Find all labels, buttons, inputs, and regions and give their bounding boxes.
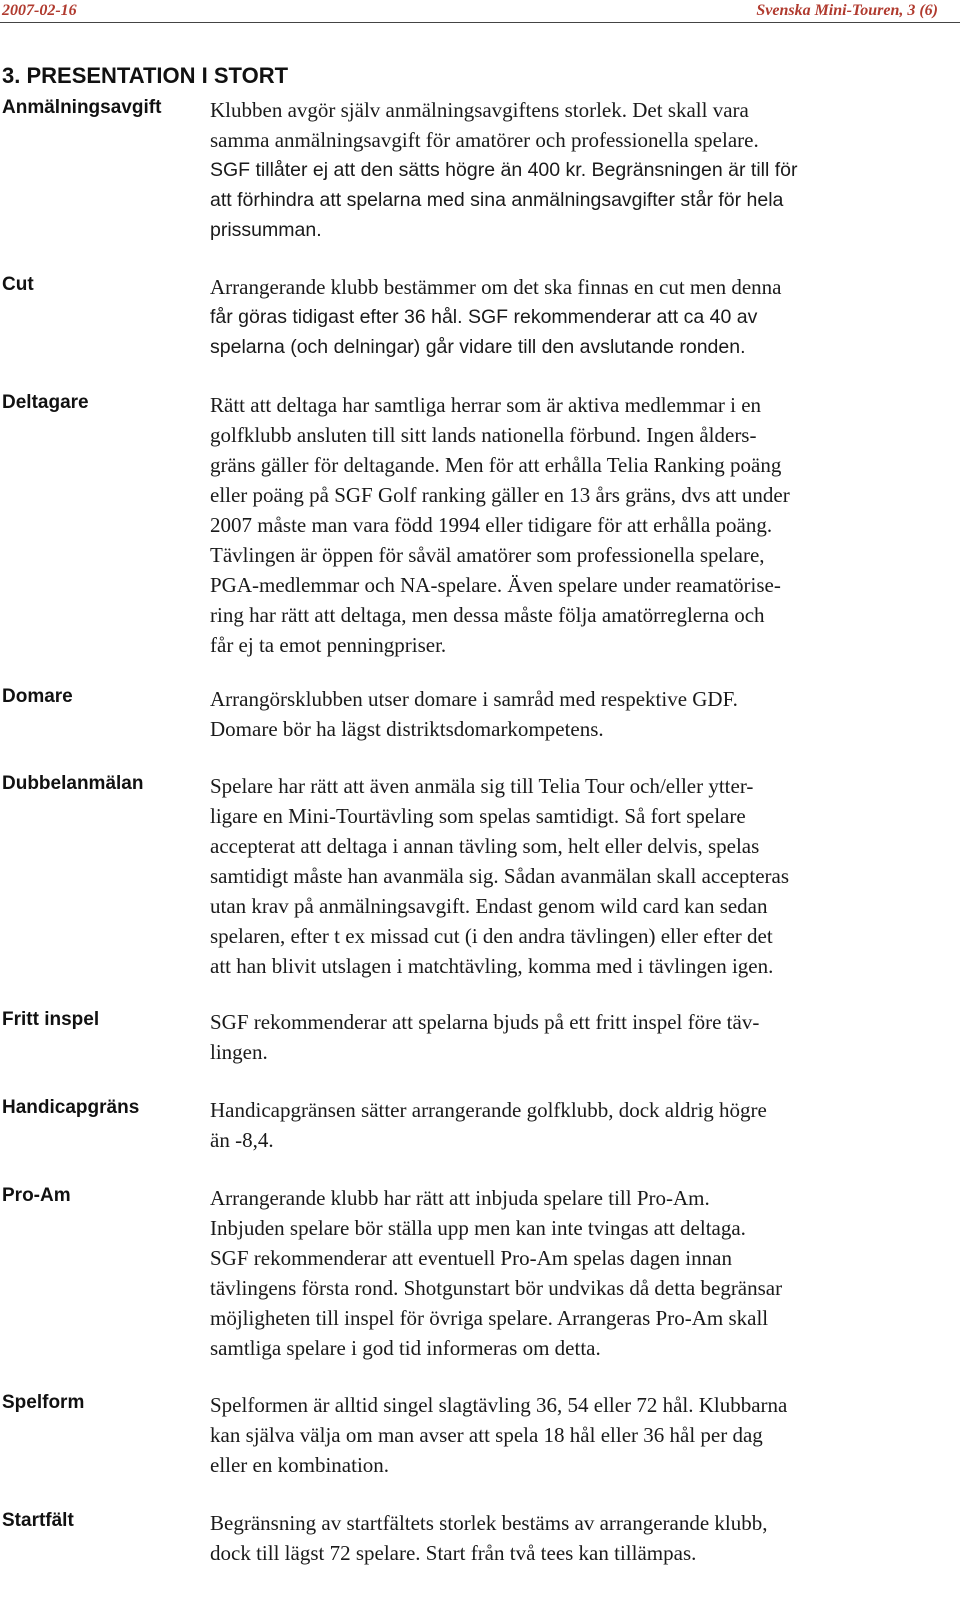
- body-text-line: Handicapgränsen sätter arrangerande golfklubb, dock aldrig högre: [210, 1098, 767, 1122]
- section-body: [210, 1508, 950, 1568]
- section-label: Cut: [2, 274, 34, 295]
- body-text-line: Spelare har rätt att även anmäla sig till Telia Tour och/eller ytter-: [210, 774, 754, 798]
- body-text-line: Spelformen är alltid singel slagtävling 36, 54 eller 72 hål. Klubbarna: [210, 1393, 788, 1417]
- body-text-line: Domare bör ha lägst distriktsdomarkompetens.: [210, 717, 604, 741]
- body-text-line: att han blivit utslagen i matchtävling, komma med i tävlingen igen.: [210, 954, 774, 978]
- body-text-line: ring har rätt att deltaga, men dessa måste följa amatörreglerna och: [210, 603, 765, 627]
- body-text-line: spelarna (och delningar) går vidare till den avslutande ronden.: [210, 336, 746, 358]
- section-label: Domare: [2, 686, 73, 707]
- body-text-line: möjligheten till inspel för övriga spelare. Arrangeras Pro-Am skall: [210, 1306, 769, 1330]
- body-text-line: samma anmälningsavgift för amatörer och professionella spelare.: [210, 128, 759, 152]
- body-text-line: Arrangörsklubben utser domare i samråd med respektive GDF.: [210, 687, 738, 711]
- section-label: Anmälningsavgift: [2, 97, 162, 118]
- section-label: Handicapgräns: [2, 1097, 140, 1118]
- body-text-line: Klubben avgör själv anmälningsavgiftens storlek. Det skall vara: [210, 98, 749, 122]
- header-document-reference: Svenska Mini-Touren, 3 (6): [756, 2, 938, 19]
- body-text-line: får ej ta emot penningpriser.: [210, 633, 447, 657]
- body-text-line: eller en kombination.: [210, 1453, 390, 1477]
- body-text-line: än -8,4.: [210, 1128, 274, 1152]
- body-text-line: SGF rekommenderar att spelarna bjuds på ett fritt inspel före täv-: [210, 1010, 760, 1034]
- body-text-line: samtliga spelare i god tid informeras om detta.: [210, 1336, 601, 1360]
- section-body: [210, 1007, 950, 1067]
- header-divider: [0, 22, 960, 23]
- body-text-line: Arrangerande klubb bestämmer om det ska finnas en cut men denna: [210, 275, 782, 299]
- section-label: Startfält: [2, 1510, 74, 1531]
- body-text-line: ligare en Mini-Tourtävling som spelas samtidigt. Så fort spelare: [210, 804, 746, 828]
- body-text-line: spelaren, efter t ex missad cut (i den andra tävlingen) eller efter det: [210, 924, 773, 948]
- section-body: [210, 1095, 950, 1155]
- section-body: [210, 95, 950, 245]
- section-body: [210, 390, 950, 660]
- section-label: Fritt inspel: [2, 1009, 100, 1030]
- body-text-line: dock till lägst 72 spelare. Start från två tees kan tillämpas.: [210, 1541, 697, 1565]
- body-text-line: samtidigt måste han avanmäla sig. Sådan avanmälan skall accepteras: [210, 864, 790, 888]
- body-text-line: Begränsning av startfältets storlek bestäms av arrangerande klubb,: [210, 1511, 768, 1535]
- body-text-line: gräns gäller för deltagande. Men för att erhålla Telia Ranking poäng: [210, 453, 782, 477]
- body-text-line: golfklubb ansluten till sitt lands nationella förbund. Ingen ålders-: [210, 423, 757, 447]
- body-text-line: Inbjuden spelare bör ställa upp men kan inte tvingas att deltaga.: [210, 1216, 746, 1240]
- section-label: Spelform: [2, 1392, 85, 1413]
- body-text-line: accepterat att deltaga i annan tävling som, helt eller delvis, spelas: [210, 834, 760, 858]
- body-text-line: tävlingens första rond. Shotgunstart bör undvikas då detta begränsar: [210, 1276, 783, 1300]
- section-body: [210, 684, 950, 744]
- body-text-line: Rätt att deltaga har samtliga herrar som är aktiva medlemmar i en: [210, 393, 762, 417]
- body-text-line: prissumman.: [210, 219, 322, 241]
- body-text-line: SGF rekommenderar att eventuell Pro-Am spelas dagen innan: [210, 1246, 732, 1270]
- body-text-line: PGA-medlemmar och NA-spelare. Även spelare under reamatörise-: [210, 573, 781, 597]
- section-label: Dubbelanmälan: [2, 773, 144, 794]
- body-text-line: utan krav på anmälningsavgift. Endast genom wild card kan sedan: [210, 894, 768, 918]
- section-title: 3. PRESENTATION I STORT: [2, 63, 289, 88]
- section-body: [210, 1390, 950, 1480]
- body-text-line: lingen.: [210, 1040, 268, 1064]
- page-header: [0, 0, 960, 22]
- body-text-line: SGF tillåter ej att den sätts högre än 400 kr. Begränsningen är till för: [210, 159, 798, 181]
- body-text-line: kan själva välja om man avser att spela 18 hål eller 36 hål per dag: [210, 1423, 763, 1447]
- body-text-line: 2007 måste man vara född 1994 eller tidigare för att erhålla poäng.: [210, 513, 773, 537]
- section-label: Deltagare: [2, 392, 89, 413]
- body-text-line: får göras tidigast efter 36 hål. SGF rekommenderar att ca 40 av: [210, 306, 758, 328]
- body-text-line: att förhindra att spelarna med sina anmälningsavgifter står för hela: [210, 189, 784, 211]
- section-label: Pro-Am: [2, 1185, 71, 1206]
- section-body: [210, 771, 950, 981]
- section-body: [210, 272, 950, 362]
- body-text-line: eller poäng på SGF Golf ranking gäller en 13 års gräns, dvs att under: [210, 483, 790, 507]
- section-body: [210, 1183, 950, 1363]
- body-text-line: Tävlingen är öppen för såväl amatörer som professionella spelare,: [210, 543, 765, 567]
- header-date: 2007-02-16: [2, 2, 77, 19]
- body-text-line: Arrangerande klubb har rätt att inbjuda spelare till Pro-Am.: [210, 1186, 710, 1210]
